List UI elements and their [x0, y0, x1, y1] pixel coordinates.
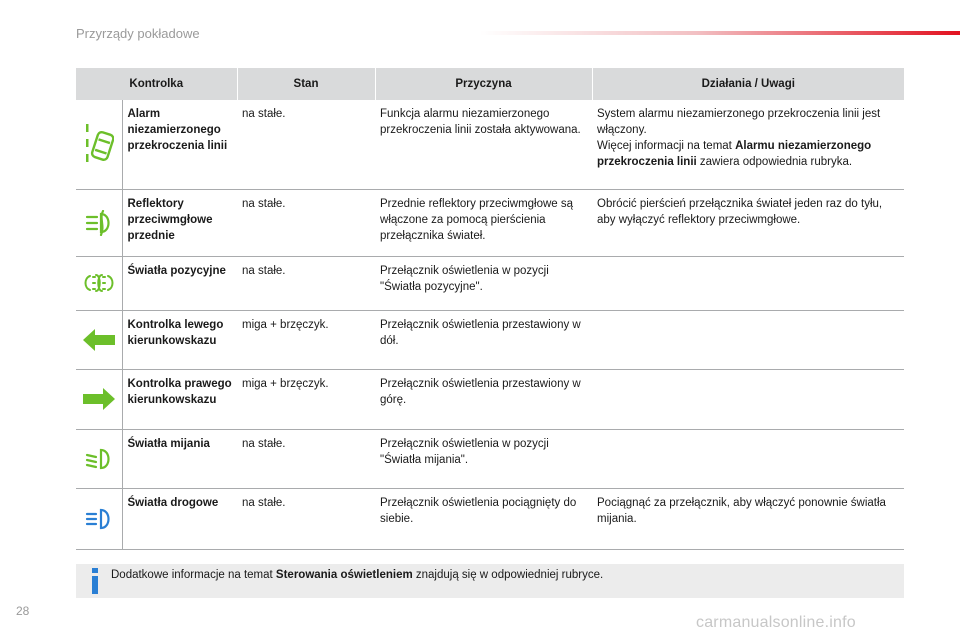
row-state: miga + brzęczyk.	[237, 310, 375, 369]
main-beam-icon	[84, 507, 114, 531]
row-state: na stałe.	[237, 100, 375, 189]
table-row	[76, 189, 904, 256]
row-action	[592, 429, 904, 488]
row-name: Alarm niezamierzonego przekroczenia linii	[122, 100, 237, 189]
table-row	[76, 310, 904, 369]
row-name: Reflektory przeciwmgłowe przednie	[122, 189, 237, 256]
row-cause: Przełącznik oświetlenia w pozycji "Światła pozycyjne".	[375, 256, 592, 310]
row-state: na stałe.	[237, 256, 375, 310]
row-action	[592, 256, 904, 310]
table-row	[76, 256, 904, 310]
table-header-row	[76, 68, 904, 100]
column-header-dzialania: Działania / Uwagi	[592, 68, 904, 100]
info-text	[111, 569, 603, 581]
table-row	[76, 488, 904, 549]
row-cause: Przełącznik oświetlenia przestawiony w dół.	[375, 310, 592, 369]
table-row	[76, 429, 904, 488]
info-text-end: znajdują się w odpowiedniej rubryce.	[412, 569, 604, 581]
row-state: na stałe.	[237, 488, 375, 549]
row-action: Obrócić pierścień przełącznika świateł jeden raz do tyłu, aby wyłączyć reflektory przeciwmgłowe.	[592, 189, 904, 256]
lane-departure-warning-icon	[84, 121, 114, 167]
row-cause: Funkcja alarmu niezamierzonego przekroczenia linii została aktywowana.	[375, 100, 592, 189]
row-state: na stałe.	[237, 429, 375, 488]
row-cause: Przełącznik oświetlenia pociągnięty do siebie.	[375, 488, 592, 549]
info-note	[76, 564, 904, 598]
table-row	[76, 369, 904, 429]
warning-lights-table	[76, 68, 904, 550]
row-name: Światła drogowe	[122, 488, 237, 549]
row-action-bold-text: Alarmu niezamierzonego przekroczenia linii	[597, 140, 872, 168]
row-cause: Przełącznik oświetlenia w pozycji "Światła mijania".	[375, 429, 592, 488]
table-row	[76, 100, 904, 189]
dipped-beam-icon	[84, 447, 114, 471]
left-turn-signal-icon	[82, 327, 116, 353]
column-header-kontrolka: Kontrolka	[76, 68, 237, 100]
header-accent-bar	[480, 31, 960, 35]
row-action-text: System alarmu niezamierzonego przekroczenia linii jest włączony. Więcej informacji na temat	[597, 108, 881, 152]
right-turn-signal-icon	[82, 386, 116, 412]
row-state: na stałe.	[237, 189, 375, 256]
row-name: Światła mijania	[122, 429, 237, 488]
info-icon	[88, 568, 102, 594]
row-cause: Przednie reflektory przeciwmgłowe są włączone za pomocą pierścienia przełącznika świateł.	[375, 189, 592, 256]
page-title: Przyrządy pokładowe	[76, 26, 200, 41]
row-action-text-end: zawiera odpowiednia rubryka.	[696, 156, 853, 168]
info-text-start: Dodatkowe informacje na temat	[111, 569, 276, 581]
page-number: 28	[16, 604, 30, 618]
row-name: Światła pozycyjne	[122, 256, 237, 310]
row-name: Kontrolka prawego kierunkowskazu	[122, 369, 237, 429]
front-fog-lamps-icon	[84, 210, 114, 236]
watermark: carmanualsonline.info	[696, 614, 856, 631]
info-link-text: Sterowania oświetleniem	[275, 569, 413, 581]
row-state: miga + brzęczyk.	[237, 369, 375, 429]
row-action	[592, 100, 904, 189]
row-cause: Przełącznik oświetlenia przestawiony w górę.	[375, 369, 592, 429]
row-name: Kontrolka lewego kierunkowskazu	[122, 310, 237, 369]
column-header-przyczyna: Przyczyna	[375, 68, 592, 100]
row-action: Pociągnąć za przełącznik, aby włączyć ponownie światła mijania.	[592, 488, 904, 549]
column-header-stan: Stan	[237, 68, 375, 100]
sidelights-icon	[82, 272, 116, 294]
row-action	[592, 369, 904, 429]
row-action	[592, 310, 904, 369]
